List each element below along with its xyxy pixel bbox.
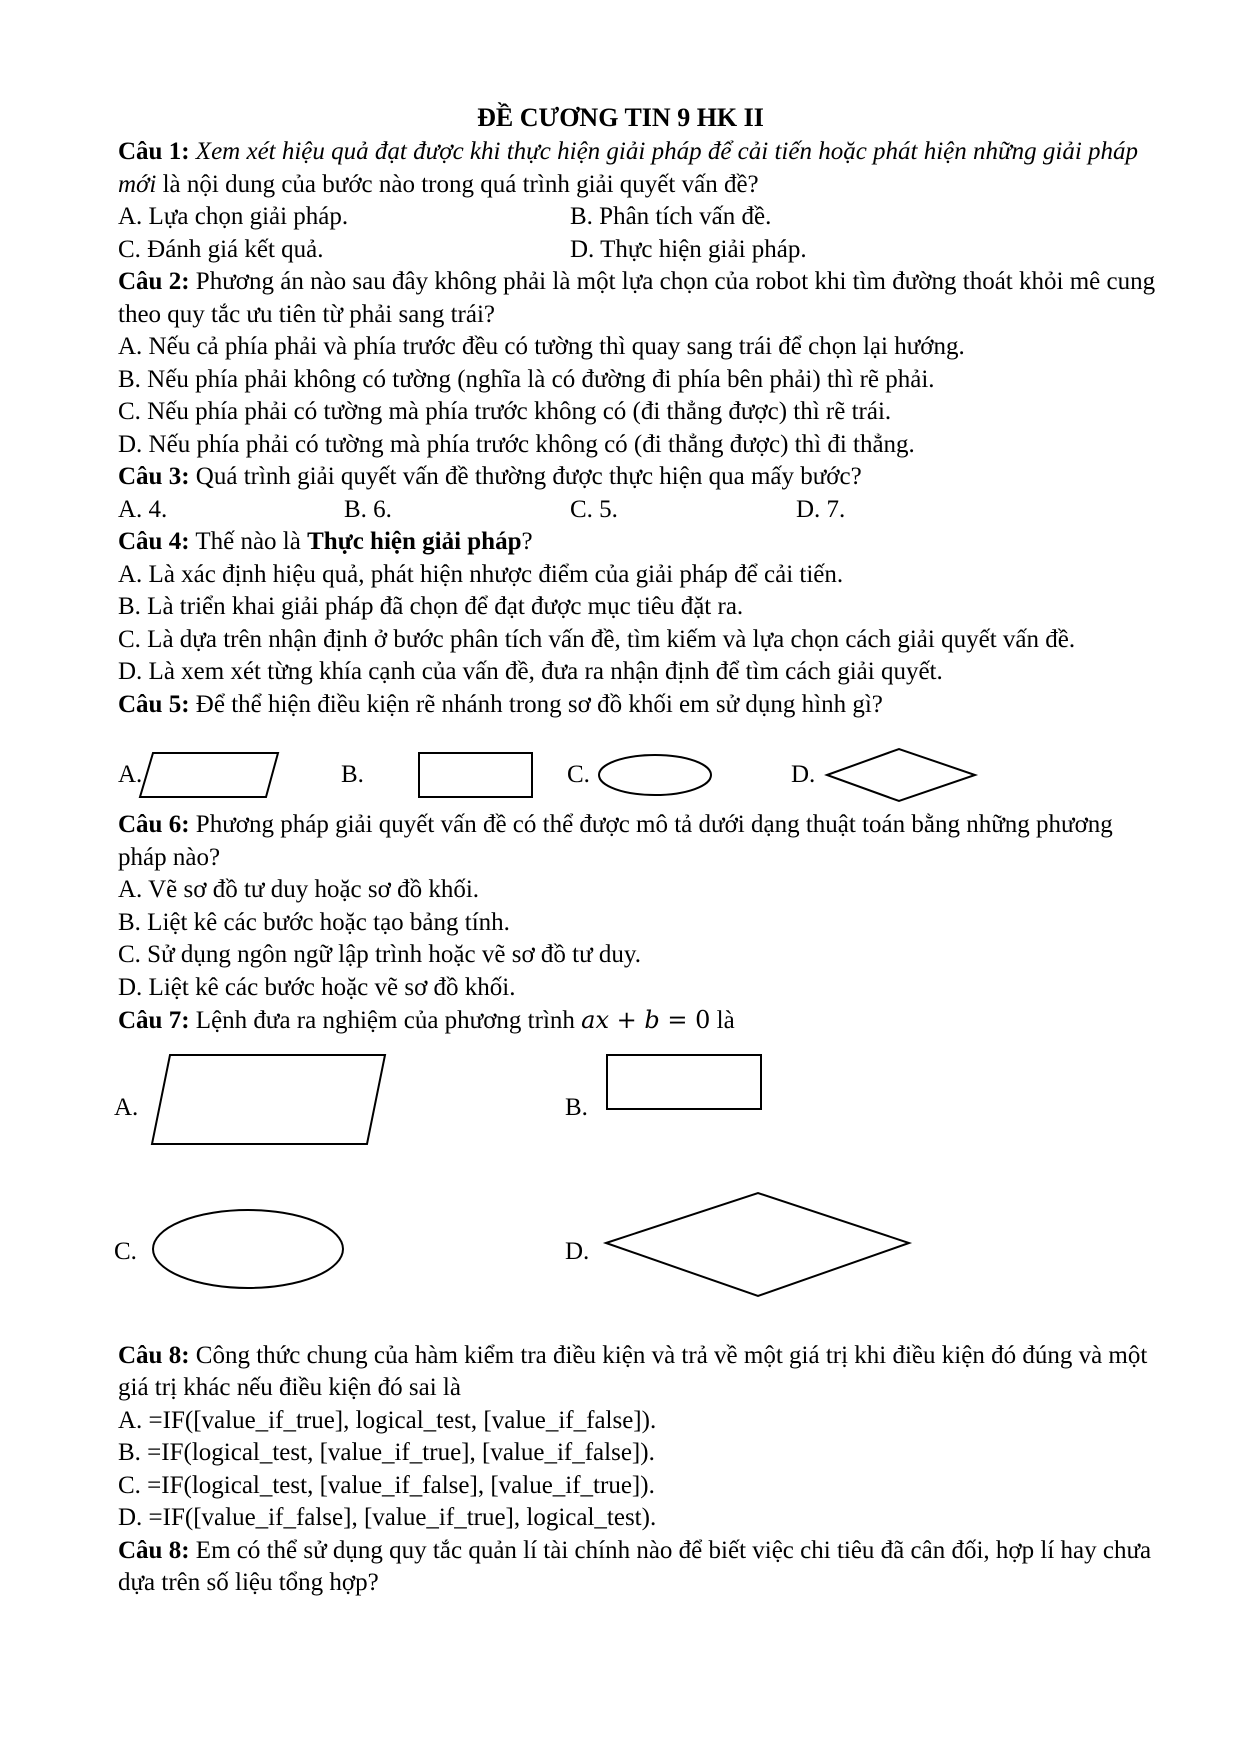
question-stem	[118, 1004, 1158, 1038]
answer-c: C. 5.	[570, 495, 618, 523]
question-stem	[118, 461, 1158, 494]
math-ax: ax	[581, 1006, 609, 1034]
answer-b: B. =IF(logical_test, [value_if_true], [value_if_false]).	[118, 1439, 655, 1466]
math-b: b	[644, 1006, 660, 1034]
question-stem-pre: Thế nào là	[189, 528, 308, 555]
answer-b: B. Nếu phía phải không có tường (nghĩa là có đường đi phía bên phải) thì rẽ phải.	[118, 365, 935, 393]
answer-d: D. 7.	[796, 495, 846, 523]
question-label: Câu 7:	[118, 1007, 190, 1034]
question-7	[114, 1004, 1158, 1340]
question-stem-text: Phương án nào sau đây không phải là một lựa chọn của robot khi tìm đường thoát khỏi mê cung theo quy tắc ưu tiên từ phải sang trái?	[118, 268, 1156, 328]
answer-row	[118, 494, 1158, 527]
question-stem	[118, 809, 1158, 874]
ellipse-shape	[153, 1210, 343, 1288]
question-label: Câu 4:	[118, 528, 190, 555]
answer-d: D.	[791, 761, 816, 788]
answer-a: A. Nếu cả phía phải và phía trước đều có tường thì quay sang trái để chọn lại hướng.	[118, 333, 965, 360]
question-label: Câu 2:	[118, 268, 190, 295]
answer-d: D. Là xem xét từng khía cạnh của vấn đề, đưa ra nhận định để tìm cách giải quyết.	[118, 658, 943, 685]
question-label: Câu 8:	[118, 1341, 190, 1369]
parallelogram-shape	[152, 1055, 385, 1144]
shape-options-figure	[114, 1038, 1158, 1340]
answer-a: A. 4.	[118, 495, 168, 523]
diamond-shape	[606, 1193, 909, 1296]
question-label: Câu 5:	[118, 690, 190, 718]
answer-c: C. Là dựa trên nhận định ở bước phân tích vấn đề, tìm kiếm và lựa chọn cách giải quyết vấn đề.	[118, 625, 1076, 653]
question-stem	[118, 136, 1158, 201]
answer-d: D. Thực hiện giải pháp.	[570, 235, 807, 263]
answer-b: B. 6.	[344, 495, 392, 523]
rectangle-shape	[607, 1055, 761, 1109]
shape-options-figure	[118, 721, 1158, 809]
question-list	[114, 136, 1158, 1600]
answer-c: C. Đánh giá kết quả.	[118, 235, 324, 263]
shape-options-svg	[118, 721, 1158, 809]
question-2	[118, 266, 1158, 461]
answer-b: B.	[565, 1093, 588, 1121]
shape-options-svg	[118, 1038, 1158, 1340]
answer-a: A. Vẽ sơ đồ tư duy hoặc sơ đồ khối.	[118, 876, 480, 903]
answer-b: B. Liệt kê các bước hoặc tạo bảng tính.	[118, 908, 510, 936]
question-stem	[118, 689, 1158, 722]
parallelogram-shape	[140, 753, 278, 797]
answer-c: C.	[114, 1237, 137, 1265]
question-stem-post: là	[710, 1007, 735, 1034]
answer-a: A. Lựa chọn giải pháp.	[118, 203, 349, 230]
question-stem-text: Quá trình giải quyết vấn đề thường được thực hiện qua mấy bước?	[189, 463, 862, 490]
question-6	[118, 809, 1158, 1004]
answer-d: D. Nếu phía phải có tường mà phía trước không có (đi thẳng được) thì đi thẳng.	[118, 430, 915, 458]
answer-a: A.	[114, 1093, 139, 1121]
math-plus: +	[609, 1006, 645, 1034]
answer-c: C. Nếu phía phải có tường mà phía trước không có (đi thẳng được) thì rẽ trái.	[118, 398, 892, 425]
answer-a: A.	[118, 761, 143, 788]
question-1	[118, 136, 1158, 266]
question-stem-text: Phương pháp giải quyết vấn đề có thể được mô tả dưới dạng thuật toán bằng những phương pháp nào?	[118, 811, 1113, 871]
answer-c: C.	[567, 761, 590, 788]
answer-d: D.	[565, 1237, 590, 1265]
question-stem-rest: là nội dung của bước nào trong quá trình giải quyết vấn đề?	[156, 170, 759, 198]
question-3	[118, 461, 1158, 526]
question-label: Câu 8:	[118, 1536, 190, 1564]
rectangle-shape	[419, 753, 532, 797]
question-4	[118, 526, 1158, 689]
answer-b: B. Phân tích vấn đề.	[570, 203, 772, 230]
question-stem-text: Công thức chung của hàm kiểm tra điều kiện và trả về một giá trị khi điều kiện đó đúng và một giá trị khác nếu điều kiện đó sai là	[118, 1341, 1148, 1401]
question-stem	[118, 526, 1158, 559]
question-stem-text: Để thể hiện điều kiện rẽ nhánh trong sơ đồ khối em sử dụng hình gì?	[189, 690, 883, 718]
question-stem-text: Em có thể sử dụng quy tắc quản lí tài chính nào để biết việc chi tiêu đã cân đối, hợp lí hay chưa dựa trên số liệu tổng hợp?	[118, 1536, 1152, 1596]
question-stem	[118, 1340, 1158, 1405]
question-stem-bold: Thực hiện giải pháp	[307, 528, 522, 555]
question-stem-italic: Xem xét hiệu quả đạt được khi thực hiện giải pháp để cải tiến hoặc phát hiện những giải pháp mới	[118, 138, 1139, 198]
question-stem-pre: Lệnh đưa ra nghiệm của phương trình	[189, 1007, 582, 1034]
answer-row	[118, 234, 1158, 267]
question-stem	[118, 1535, 1158, 1600]
question-stem-post: ?	[521, 528, 533, 555]
question-label: Câu 6:	[118, 811, 190, 838]
answer-a: A. Là xác định hiệu quả, phát hiện nhược điểm của giải pháp để cải tiến.	[118, 560, 844, 588]
answer-row	[118, 201, 1158, 234]
question-label: Câu 1:	[118, 138, 190, 165]
answer-c: C. =IF(logical_test, [value_if_false], [value_if_true]).	[118, 1471, 655, 1499]
question-8	[118, 1340, 1158, 1535]
answer-d: D. =IF([value_if_false], [value_if_true], logical_test).	[118, 1504, 657, 1531]
question-stem	[118, 266, 1158, 331]
page-title: ĐỀ CƯƠNG TIN 9 HK II	[477, 103, 764, 132]
answer-d: D. Liệt kê các bước hoặc vẽ sơ đồ khối.	[118, 973, 516, 1001]
question-9	[118, 1535, 1158, 1600]
diamond-shape	[827, 749, 975, 801]
ellipse-shape	[599, 755, 711, 795]
question-5	[118, 689, 1158, 810]
answer-b: B.	[341, 761, 364, 788]
question-label: Câu 3:	[118, 463, 190, 490]
answer-a: A. =IF([value_if_true], logical_test, [value_if_false]).	[118, 1406, 657, 1434]
answer-b: B. Là triển khai giải pháp đã chọn để đạt được mục tiêu đặt ra.	[118, 593, 744, 620]
math-equals-zero: = 0	[659, 1006, 711, 1034]
answer-c: C. Sử dụng ngôn ngữ lập trình hoặc vẽ sơ đồ tư duy.	[118, 941, 642, 968]
